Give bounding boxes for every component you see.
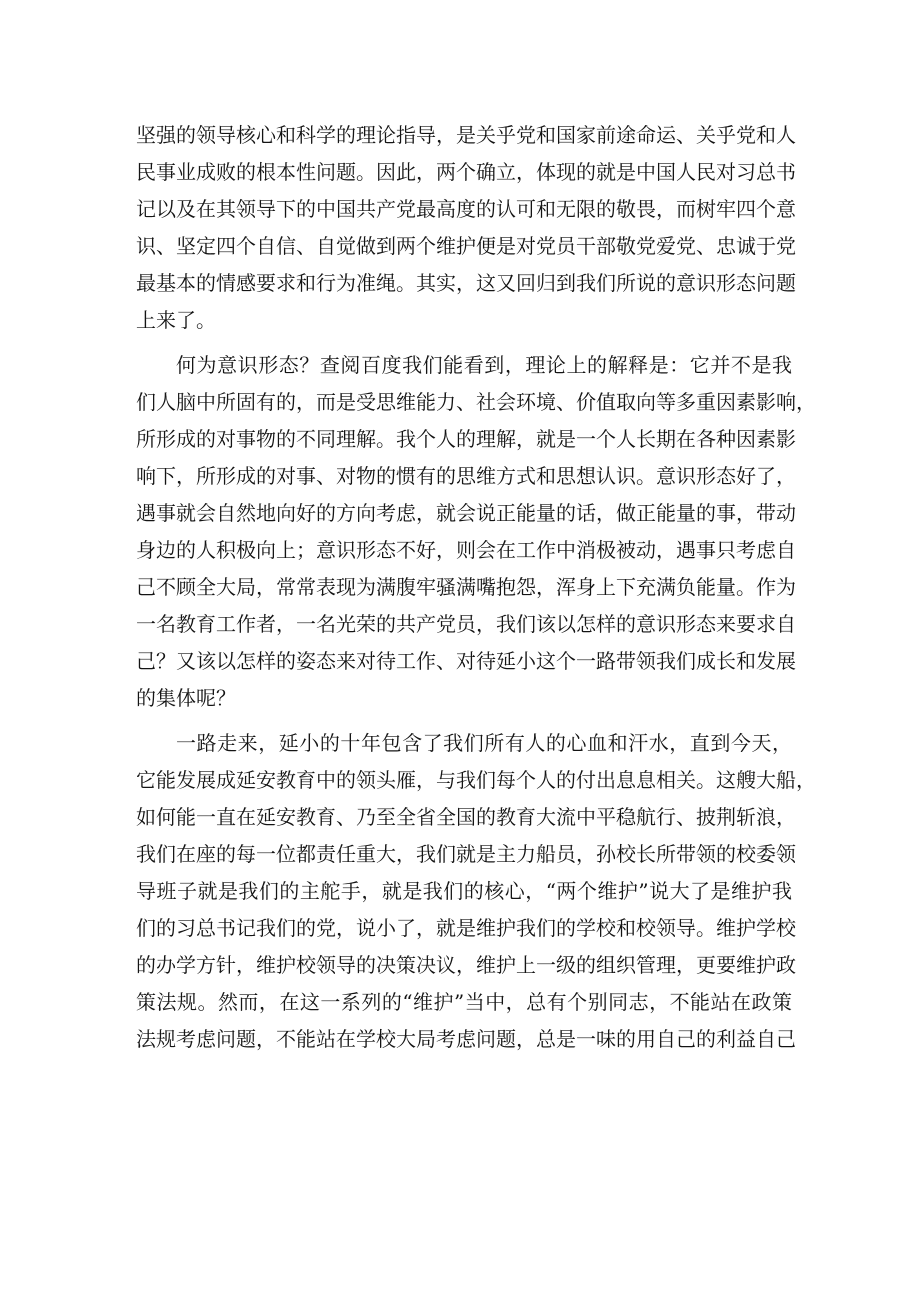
text-line: 上来了。 [136, 308, 216, 332]
text-line: 法规考虑问题，不能站在学校大局考虑问题，总是一味的用自己的利益自己 [136, 1027, 796, 1051]
text-line: 我们在座的每一位都责任重大，我们就是主力船员，孙校长所带领的校委领 [136, 842, 796, 866]
text-line: 策法规。然而，在这一系列的“维护”当中，总有个别同志，不能站在政策 [136, 990, 792, 1014]
body-text [136, 117, 816, 1058]
text-line: 一名教育工作者，一名光荣的共产党员，我们该以怎样的意识形态来要求自 [136, 612, 796, 636]
text-line: 的办学方针，维护校领导的决策决议，维护上一级的组织管理，更要维护政 [136, 953, 796, 977]
text-line: 们人脑中所固有的，而是受思维能力、社会环境、价值取向等多重因素影响， [136, 390, 816, 414]
text-line: 何为意识形态？查阅百度我们能看到，理论上的解释是：它并不是我 [176, 353, 792, 377]
text-line: 导班子就是我们的主舵手，就是我们的核心，“两个维护”说大了是维护我 [136, 879, 792, 903]
text-line: 一路走来，延小的十年包含了我们所有人的心血和汗水，直到今天， [176, 731, 792, 755]
paragraph [136, 117, 796, 339]
text-line: 识、坚定四个自信、自觉做到两个维护便是对党员干部敬党爱党、忠诚于党 [136, 234, 796, 258]
text-line: 民事业成败的根本性问题。因此，两个确立，体现的就是中国人民对习总书 [136, 160, 796, 184]
text-line: 坚强的领导核心和科学的理论指导，是关乎党和国家前途命运、关乎党和人 [136, 123, 796, 147]
paragraph [136, 347, 816, 717]
text-line: 响下，所形成的对事、对物的惯有的思维方式和思想认识。意识形态好了， [136, 464, 796, 488]
text-line: 己不顾全大局，常常表现为满腹牢骚满嘴抱怨，浑身上下充满负能量。作为 [136, 575, 796, 599]
text-line: 遇事就会自然地向好的方向考虑，就会说正能量的话，做正能量的事，带动 [136, 501, 796, 525]
text-line: 如何能一直在延安教育、乃至全省全国的教育大流中平稳航行、披荆斩浪， [136, 805, 796, 829]
text-line: 身边的人积极向上；意识形态不好，则会在工作中消极被动，遇事只考虑自 [136, 538, 796, 562]
text-line: 的集体呢？ [136, 686, 236, 710]
paragraph [136, 725, 816, 1058]
text-line: 们的习总书记我们的党，说小了，就是维护我们的学校和校领导。维护学校 [136, 916, 796, 940]
text-line: 所形成的对事物的不同理解。我个人的理解，就是一个人长期在各种因素影 [136, 427, 796, 451]
text-line: 最基本的情感要求和行为准绳。其实，这又回归到我们所说的意识形态问题 [136, 271, 796, 295]
text-line: 己？又该以怎样的姿态来对待工作、对待延小这个一路带领我们成长和发展 [136, 649, 796, 673]
text-line: 它能发展成延安教育中的领头雁，与我们每个人的付出息息相关。这艘大船， [136, 768, 816, 792]
text-line: 记以及在其领导下的中国共产党最高度的认可和无限的敬畏，而树牢四个意 [136, 197, 796, 221]
